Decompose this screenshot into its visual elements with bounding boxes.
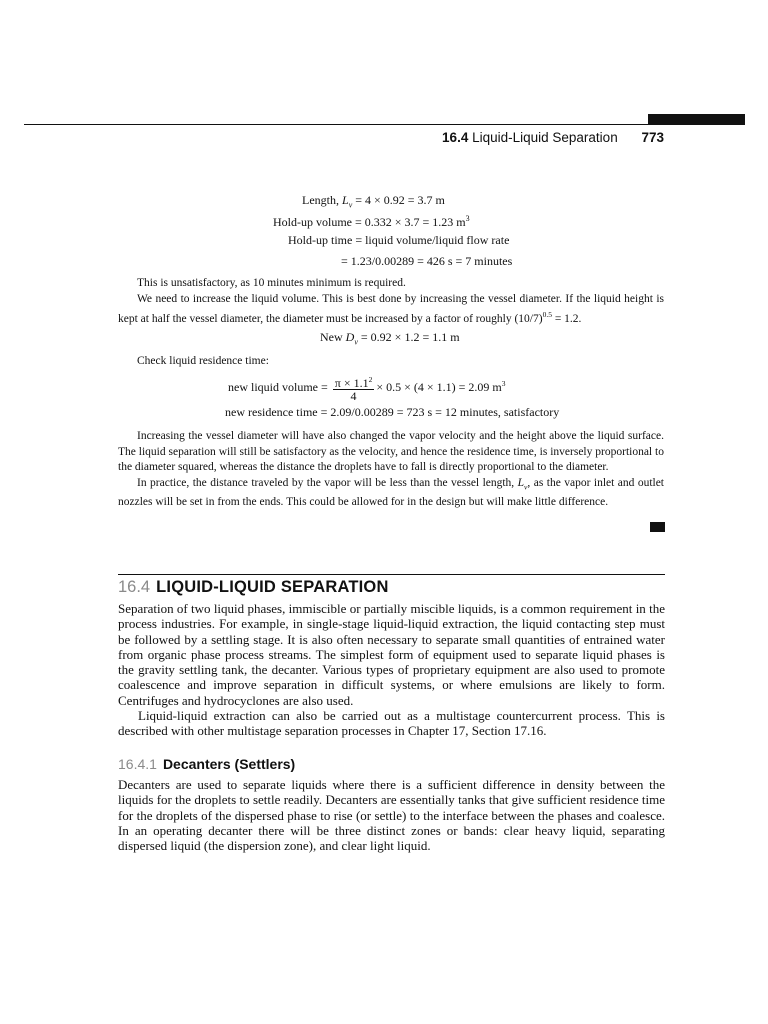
header-rule [24,124,648,125]
subsection-body [118,777,665,853]
equation-holdup-time-result: = 1.23/0.00289 = 426 s = 7 minutes [341,254,513,268]
text-paragraph: We need to increase the liquid volume. This is best done by increasing the vessel diameter. If the liquid height is kept at half the vessel diameter, the diameter must be increased by a factor of roughly $(10/7)^{0.5} = 1.2$. [118,292,664,326]
equation-new-diameter: New $D_v = 0.92 \times 1.2 = 1.1$ m [320,330,460,347]
end-of-example-mark [650,522,665,532]
subsection-number: 16.4.1 [118,756,157,772]
text-paragraph: Liquid-liquid extraction can also be carried out as a multistage countercurrent process. This is described with other multistage separation processes in Chapter 17, Section 17.16. [118,708,665,739]
page-number: 773 [641,130,664,145]
section-number: 16.4 [118,578,151,596]
paragraph-unsatisfactory [118,276,664,328]
section-body [118,601,665,739]
running-head [300,130,664,145]
text-paragraph: Decanters are used to separate liquids where there is a sufficient difference in density between the liquids for the droplets to settle readily. Decanters are essentially tanks that give sufficient residence time for the droplets of the dispersed phase to rise (or settle) to the interface between the phases and coalesce. In an operating decanter there will be three distinct zones or bands: clear heavy liquid, separating dispersed liquid (the dispersion zone), and clear light liquid. [118,777,665,854]
equation-new-residence-time: new residence time = 2.09/0.00289 = 723 s = 12 minutes, satisfactory [225,405,560,419]
subsection-title: Decanters (Settlers) [162,756,296,772]
section-heading [118,578,389,597]
equation-holdup-time: Hold-up time = liquid volume/liquid flow rate [288,233,510,247]
check-label: Check liquid residence time: [137,355,269,367]
text-paragraph: Increasing the vessel diameter will have also changed the vapor velocity and the height above the liquid surface. The liquid separation will still be satisfactory as the velocity, and hence the residence time, is inversely proportional to the diameter squared, whereas the distance the droplets have to fall is directly proportional to the diameter. [118,430,664,474]
running-head-title: Liquid-Liquid Separation [472,130,618,145]
section-rule [118,574,665,575]
subsection-heading [118,756,295,772]
text-paragraph: Separation of two liquid phases, immiscible or partially miscible liquids, is a common requirement in the process industries. For example, in single-stage liquid-liquid extraction, the liquid contacting step must be followed by a settling stage. It is also often necessary to separate small quantities of entrained water from organic phase process streams. The simplest form of equipment used to separate liquid phases is the gravity settling tank, the decanter. Various types of proprietary equipment are also used to promote coalescence and improve separation in difficult systems, or where emulsions are likely to form. Centrifuges and hydrocyclones are also used. [118,601,665,708]
fraction: $\frac{\pi \times 1.1^2}{4}$ [334,375,373,403]
text-line: This is unsatisfactory, as 10 minutes minimum is required. [137,277,406,289]
equation-length: Length, $L_v = 4 \times 0.92 = 3.7$ m [302,193,445,210]
paragraph-vapor-velocity [118,429,664,510]
header-bar [648,114,745,125]
text-paragraph: In practice, the distance traveled by the vapor will be less than the vessel length, $L_v$, as the vapor inlet and outlet nozzles will be set in from the ends. This could be allowed for in the design but will make little difference. [118,476,665,508]
running-head-section-number: 16.4 [442,130,469,145]
section-title: LIQUID-LIQUID SEPARATION [156,578,389,596]
equation-new-liquid-volume: new liquid volume = $\frac{\pi \times 1.1^2}{4}$ × 0.5 × (4 × 1.1) = 2.09 $m^3$ [228,375,506,403]
equation-holdup-volume: Hold-up volume = 0.332 × 3.7 = 1.23 $m^3$ [273,214,470,229]
